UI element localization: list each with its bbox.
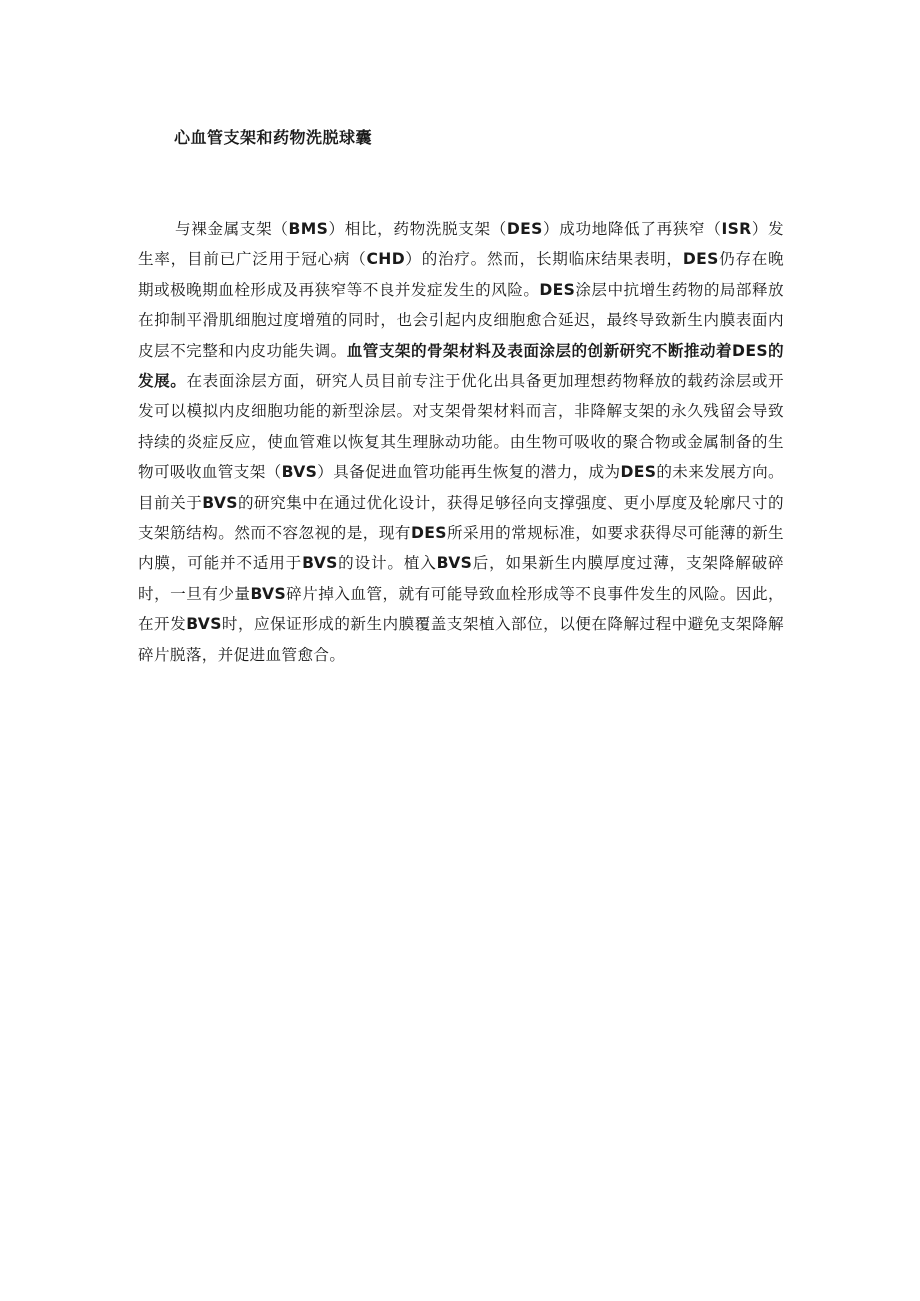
text-run: 时，应保证形成的新生内膜覆盖支架植入部位，以便在降解过程中避免支架降解碎片脱落，并促进血管愈合。: [138, 615, 784, 664]
text-run-bold: DES: [410, 524, 447, 543]
text-run: ）发生率，目前已广泛用于冠心病（: [138, 220, 784, 269]
text-run: 的设计。植入: [337, 554, 437, 573]
key-sentence: 血管支架的骨架材料及表面涂层的创新研究不断推动着DES的发展。: [138, 341, 784, 391]
text-run-bold: BVS: [186, 615, 222, 634]
text-run-bold: DES: [682, 250, 719, 269]
text-run-bold: BVS: [250, 584, 287, 603]
text-run: 的研究集中在通过优化设计，获得足够径向支撑强度、更小厚度及轮廓尺寸的支架筋结构。然而不容忽视的是，现有: [138, 493, 785, 543]
text-run: 涂层中抗增生药物的局部释放在抑制平滑肌细胞过度增殖的同时，也会引起内皮细胞愈合延迟，最终导致新生内膜表面内皮层不完整和内皮功能失调。: [138, 280, 784, 360]
body-paragraph: [138, 214, 784, 670]
text-run-bold: BVS: [302, 554, 338, 573]
text-run-bold: BMS: [288, 220, 329, 238]
text-run: 与裸金属支架（: [175, 220, 289, 238]
text-run: ）相比，药物洗脱支架（: [328, 220, 507, 238]
document-title: 心血管支架和药物洗脱球囊: [174, 128, 373, 147]
text-run: 在表面涂层方面，研究人员目前专注于优化出具备更加理想药物释放的载药涂层或开发可以模拟内皮细胞功能的新型涂层。对支架骨架材料而言，非降解支架的永久残留会导致持续的炎症反应，使血管难以恢复其生理脉动功能。由生物可吸收的聚合物或金属制备的生物可吸收血管支架（: [138, 372, 784, 482]
text-run-bold: BVS: [202, 493, 238, 512]
text-run-bold: CHD: [366, 250, 405, 269]
text-run-bold: DES: [506, 220, 543, 238]
text-run: 后，如果新生内膜厚度过薄，支架降解破碎时，一旦有少量: [138, 554, 784, 603]
text-run-bold: BVS: [436, 554, 473, 573]
text-run: 的未来发展方向。目前关于: [138, 463, 784, 512]
text-run-bold: ISR: [721, 220, 752, 238]
text-run: 碎片掉入血管，就有可能导致血栓形成等不良事件发生的风险。因此，在开发: [138, 584, 785, 634]
text-run: ）成功地降低了再狭窄（: [542, 220, 722, 238]
text-run-bold: BVS: [281, 463, 318, 482]
text-run: ）的治疗。然而，长期临床结果表明，: [405, 250, 683, 269]
text-run: 所采用的常规标准，如要求获得尽可能薄的新生内膜，可能并不适用于: [138, 524, 785, 573]
text-run: ）具备促进血管功能再生恢复的潜力，成为: [317, 463, 621, 482]
text-run: 仍存在晚期或极晚期血栓形成及再狭窄等不良并发症发生的风险。: [138, 250, 785, 299]
text-run-bold: DES: [620, 463, 657, 482]
text-run-bold: DES: [539, 280, 576, 299]
